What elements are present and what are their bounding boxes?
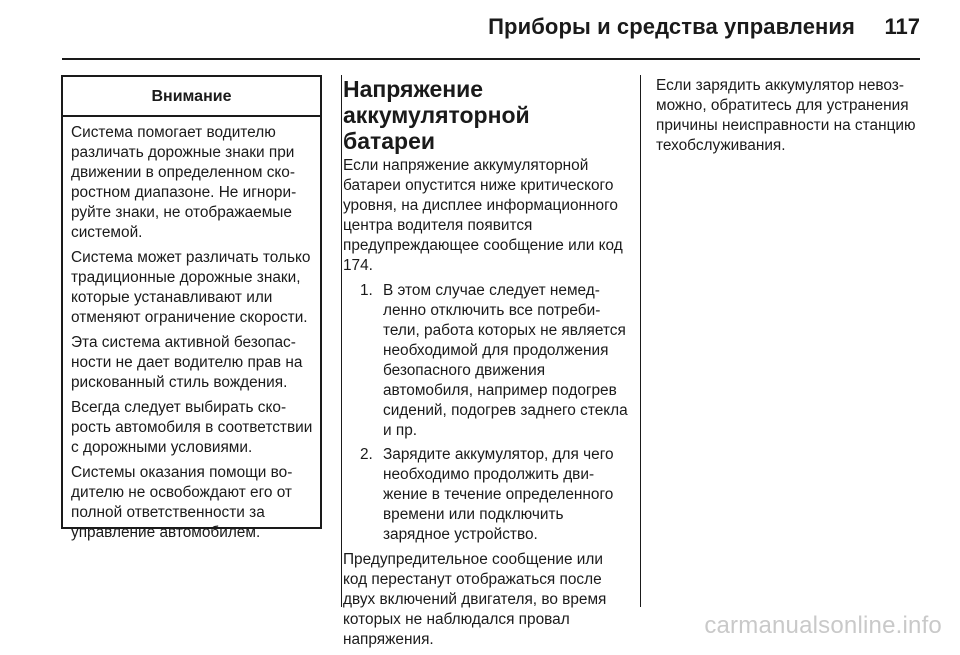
watermark: carmanualsonline.info: [704, 612, 942, 639]
section-title: Напряжение аккумуляторной батареи: [343, 76, 530, 154]
step-number: 1.: [360, 282, 373, 299]
warning-title: Внимание: [63, 77, 320, 117]
step-number: 2.: [360, 446, 373, 463]
section-intro: Если напряжение аккумуляторной батареи опустится ниже критического уровня, на дисплее информационного центра водителя появится предупреждающее сообщение или код 174.: [343, 157, 623, 274]
warning-body: [63, 117, 320, 543]
step-item: [343, 445, 628, 545]
step-item: [343, 281, 628, 441]
section-outro: Предупредительное сообщение или код перестанут отображаться после двух включений двигателя, во время которых не наблюдался провал напряжения.: [343, 551, 607, 648]
warning-box: [61, 75, 322, 541]
right-column: [656, 76, 928, 161]
battery-voltage-section: [343, 76, 628, 655]
steps-list: [343, 281, 628, 545]
warning-paragraph: Эта система активной безопасности не дает водителю прав на рискованный стиль вождения.: [71, 334, 303, 391]
step-text: В этом случае следует немедленно отключить все потребители, работа которых не является необходимой для продолжения безопасного движения автомобиля, например подогрев сидений, подогрев заднего стекла и пр.: [383, 282, 628, 439]
header-title: Приборы и средства управления: [488, 14, 855, 39]
warning-paragraph: Всегда следует выбирать скорость автомобиля в соответствии с дорожными условиями.: [71, 399, 313, 456]
section-continuation: Если зарядить аккумулятор невозможно, обратитесь для устранения причины неисправности на станцию техобслуживания.: [656, 77, 916, 154]
column-divider-left: [341, 75, 342, 607]
step-text: Зарядите аккумулятор, для чего необходимо продолжить движение в течение определенного времени или подключить зарядное устройство.: [383, 446, 614, 543]
warning-paragraph: Системы оказания помощи водителю не освобождают его от полной ответственности за управление автомобилем.: [71, 464, 293, 541]
header-rule: [62, 58, 920, 60]
page-number: 117: [884, 14, 920, 39]
warning-paragraph: Система помогает водителю различать дорожные знаки при движении в определенном скоростном диапазоне. Не игнорируйте знаки, не отображаемые системой.: [71, 124, 297, 241]
column-divider-right: [640, 75, 641, 607]
warning-paragraph: Система может различать только традиционные дорожные знаки, которые устанавливают или отменяют ограничение скорости.: [71, 249, 311, 326]
